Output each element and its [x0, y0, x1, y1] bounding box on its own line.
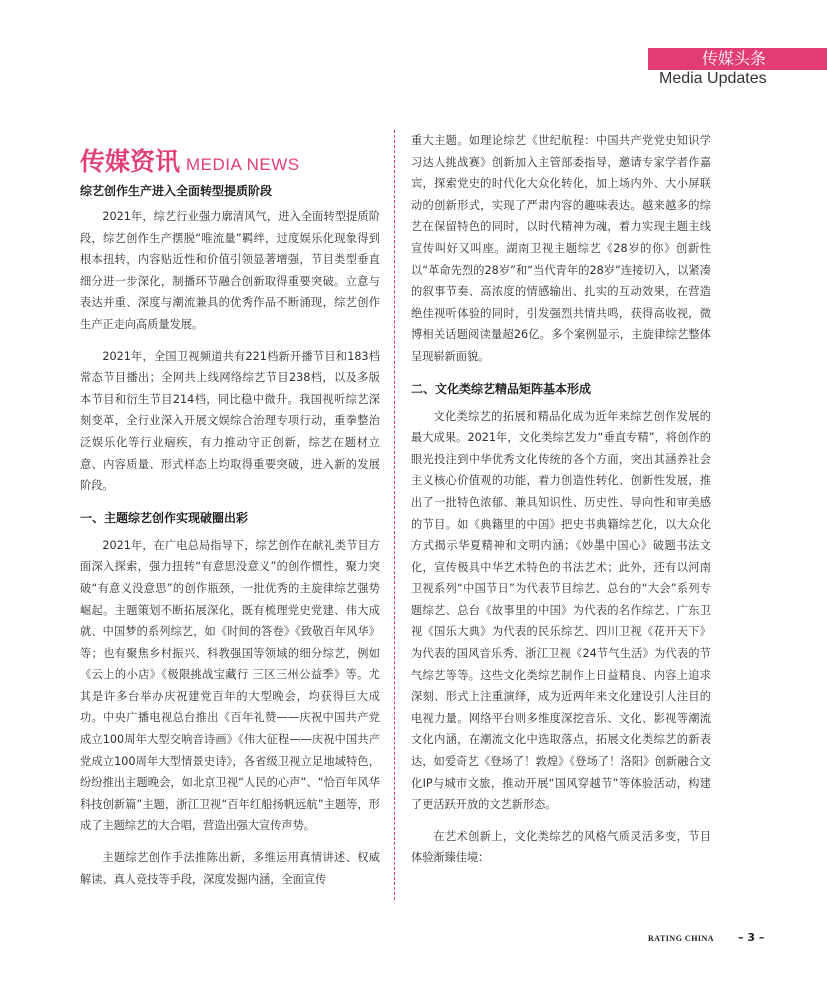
intro-paragraph-1: 2021年，综艺行业强力廓清风气，进入全面转型提质阶段，综艺创作生产摆脱“唯流量”羁绊，过度娱乐化现象得到根本扭转，内容贴近性和价值引领显著增强，节目类型垂直细分进一步深化，制播环节融合创新取得重要突破。立意与表达并重、深度与潮流兼具的优秀作品不断涌现，综艺创作生产正走向高质量发展。 [80, 210, 380, 331]
section2-paragraph-2: 在艺术创新上，文化类综艺的风格气质灵活多变，节目体验渐臻佳境： [411, 829, 711, 865]
column-divider [394, 130, 395, 900]
section1-paragraph-1: 2021年，在广电总局指导下，综艺创作在献礼类节目方面深入探索，强力扭转“有意思没意义”的创作惯性，聚力突破“有意义没意思”的创作瓶颈，一批优秀的主旋律综艺强势崛起。主题策划不断拓展深化，既有梳理党史党建、伟大成就、中国梦的系列综艺，如《时间的答卷》《致敬百年风华》等；也有聚焦乡村振兴、科教强国等领域的细分综艺，例如《云上的小店》《极限挑战宝藏行 三区三州公益季》等。尤其是许多台举办庆祝建党百年的大型晚会，均获得巨大成功。中央广播电视总台推出《百年礼赞——庆祝中国共产党成立100周年大型交响音诗画》《伟大征程——庆祝中国共产党成立100周年大型情景史诗》，各省级卫视立足地域特色，纷纷推出主题晚会，如北京卫视“人民的心声”、“恰百年风华科技创新篇”主题，浙江卫视“百年红船扬帆远航”主题等，形成了主题综艺的大合唱，营造出强大宣传声势。 [80, 538, 380, 833]
right-paragraph-1: 重大主题。如理论综艺《世纪航程：中国共产党党史知识学习达人挑战赛》创新加入主管部委指导，邀请专家学者作嘉宾，探索党史的时代化大众化转化，加上场内外、大小屏联动的创新形式，实现了严肃内容的趣味表达。越来越多的综艺在保留特色的同时，以时代精神为魂，着力实现主题主线宣传叫好又叫座。湖南卫视主题综艺《28岁的你》创新性以“革命先烈的28岁”和“当代青年的28岁”连接切入，以紧凑的叙事节奏、高浓度的情感输出、扎实的互动效果，在营造绝佳视听体验的同时，引发强烈共情共鸣，获得高收视，微博相关话题阅读量超26亿。多个案例显示，主旋律综艺整体呈现崭新面貌。 [411, 134, 711, 363]
article-title-en: MEDIA NEWS [186, 155, 300, 174]
section-banner: 传媒头条 [648, 48, 827, 70]
article-title [80, 142, 380, 174]
article-title-cn: 传媒资讯 [80, 147, 181, 176]
page-number: – 3 – [738, 931, 765, 944]
section1-heading: 一、主题综艺创作实现破圈出彩 [80, 510, 249, 525]
section1-paragraph-2: 主题综艺创作手法推陈出新，多维运用真情讲述、权威解读、真人竞技等手段，深度发掘内涵，全面宣传 [80, 851, 380, 886]
left-column [80, 142, 380, 890]
section2-heading: 二、文化类综艺精品矩阵基本形成 [411, 381, 592, 396]
section-banner-english: Media Updates [659, 70, 767, 87]
intro-paragraph-2: 2021年，全国卫视频道共有221档新开播节目和183档常态节目播出；全网共上线网络综艺节目238档，以及多版本节目和衍生节目214档，同比稳中微升。我国视听综艺深刻变革，全行业深入开展文娱综合治理专项行动，重拳整治泛娱乐化等行业痼疾，有力推动守正创新，综艺在题材立意、内容质量、形式样态上均取得重要突破，进入新的发展阶段。 [80, 349, 380, 493]
article-subtitle: 综艺创作生产进入全面转型提质阶段 [80, 184, 273, 198]
section2-paragraph-1: 文化类综艺的拓展和精品化成为近年来综艺创作发展的最大成果。2021年，文化类综艺发力“垂直专精”，将创作的眼光投注到中华优秀文化传统的各个方面，突出其涵养社会主义核心价值观的功能，着力创造性转化、创新性发展，推出了一批特色浓郁、兼具知识性、历史性、导向性和审美感的节目。如《典籍里的中国》把史书典籍综艺化，以大众化方式揭示华夏精神和文明内涵；《妙墨中国心》破题书法文化，宣传极具中华艺术特色的书法艺术；此外，还有以河南卫视系列“中国节日”为代表节目综艺、总台的“大会”系列专题综艺、总台《故事里的中国》为代表的名作综艺、广东卫视《国乐大典》为代表的民乐综艺、四川卫视《花开天下》为代表的国风音乐秀、浙江卫视《24节气生活》为代表的节气综艺等等。这些文化类综艺制作上日益精良、内容上追求深刻、形式上注重演绎，成为近两年来文化建设引人注目的电视力量。网络平台则多维度深挖音乐、文化、影视等潮流文化内涵，在潮流文化中选取落点，拓展文化类综艺的新表达，如爱奇艺《登场了！敦煌》《登场了！洛阳》创新融合文化IP与城市文旅，推动开展“国风穿越节”等体验活动，构建了更活跃开放的文艺新形态。 [411, 409, 711, 812]
footer-brand: RATING CHINA [648, 934, 715, 943]
right-column [411, 130, 711, 869]
